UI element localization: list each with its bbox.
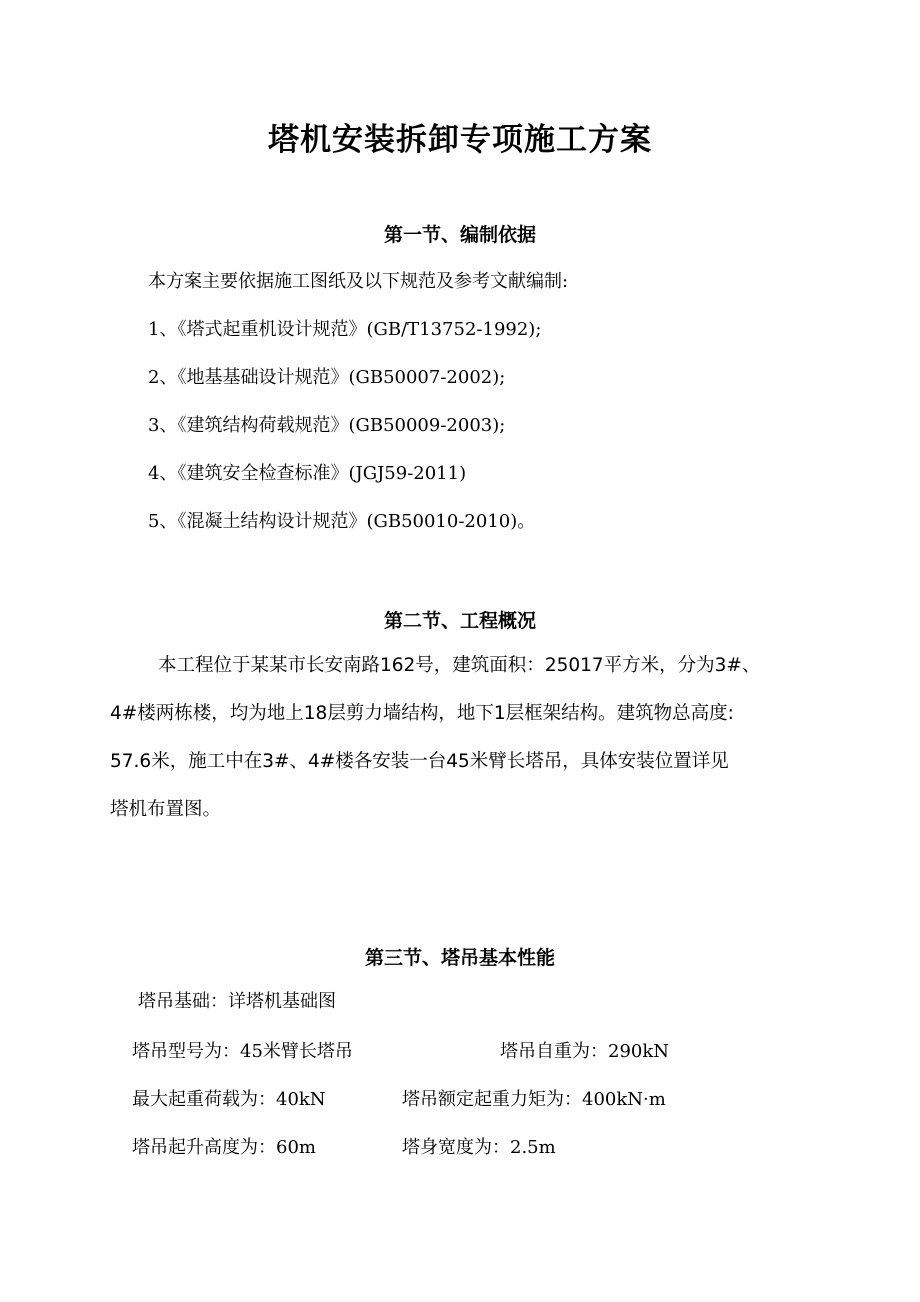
reference-item-4: 4、《建筑安全检查标准》(JGJ59-2011) [148, 463, 467, 484]
crane-rated-moment: 塔吊额定起重力矩为：400kN·m [402, 1089, 666, 1110]
crane-self-weight: 塔吊自重为：290kN [500, 1041, 670, 1062]
reference-item-2: 2、《地基基础设计规范》(GB50007-2002); [148, 367, 506, 388]
overview-line-3: 57.6米，施工中在3#、4#楼各安装一台45米臂长塔吊，具体安装位置详见 [110, 751, 729, 772]
crane-model: 塔吊型号为：45米臂长塔吊 [132, 1041, 353, 1062]
reference-item-5: 5、《混凝土结构设计规范》(GB50010-2010)。 [148, 511, 536, 532]
overview-line-1: 本工程位于某某市长安南路162号，建筑面积：25017平方米，分为3#、 [158, 655, 761, 676]
document-title: 塔机安装拆卸专项施工方案 [268, 122, 652, 158]
section1-heading: 第一节、编制依据 [383, 224, 536, 246]
crane-lift-height: 塔吊起升高度为：60m [132, 1137, 316, 1158]
overview-line-4: 塔机布置图。 [110, 799, 222, 820]
crane-max-load: 最大起重荷载为：40kN [132, 1089, 326, 1110]
reference-item-1: 1、《塔式起重机设计规范》(GB/T13752-1992); [148, 319, 542, 340]
crane-body-width: 塔身宽度为：2.5m [402, 1137, 556, 1158]
section3-heading: 第三节、塔吊基本性能 [364, 947, 555, 969]
section2-heading: 第二节、工程概况 [383, 610, 536, 632]
reference-item-3: 3、《建筑结构荷载规范》(GB50009-2003); [148, 415, 506, 436]
section1-intro: 本方案主要依据施工图纸及以下规范及参考文献编制: [148, 271, 569, 292]
overview-line-2: 4#楼两栋楼，均为地上18层剪力墙结构，地下1层框架结构。建筑物总高度: [110, 703, 734, 724]
crane-foundation: 塔吊基础：详塔机基础图 [138, 991, 336, 1012]
